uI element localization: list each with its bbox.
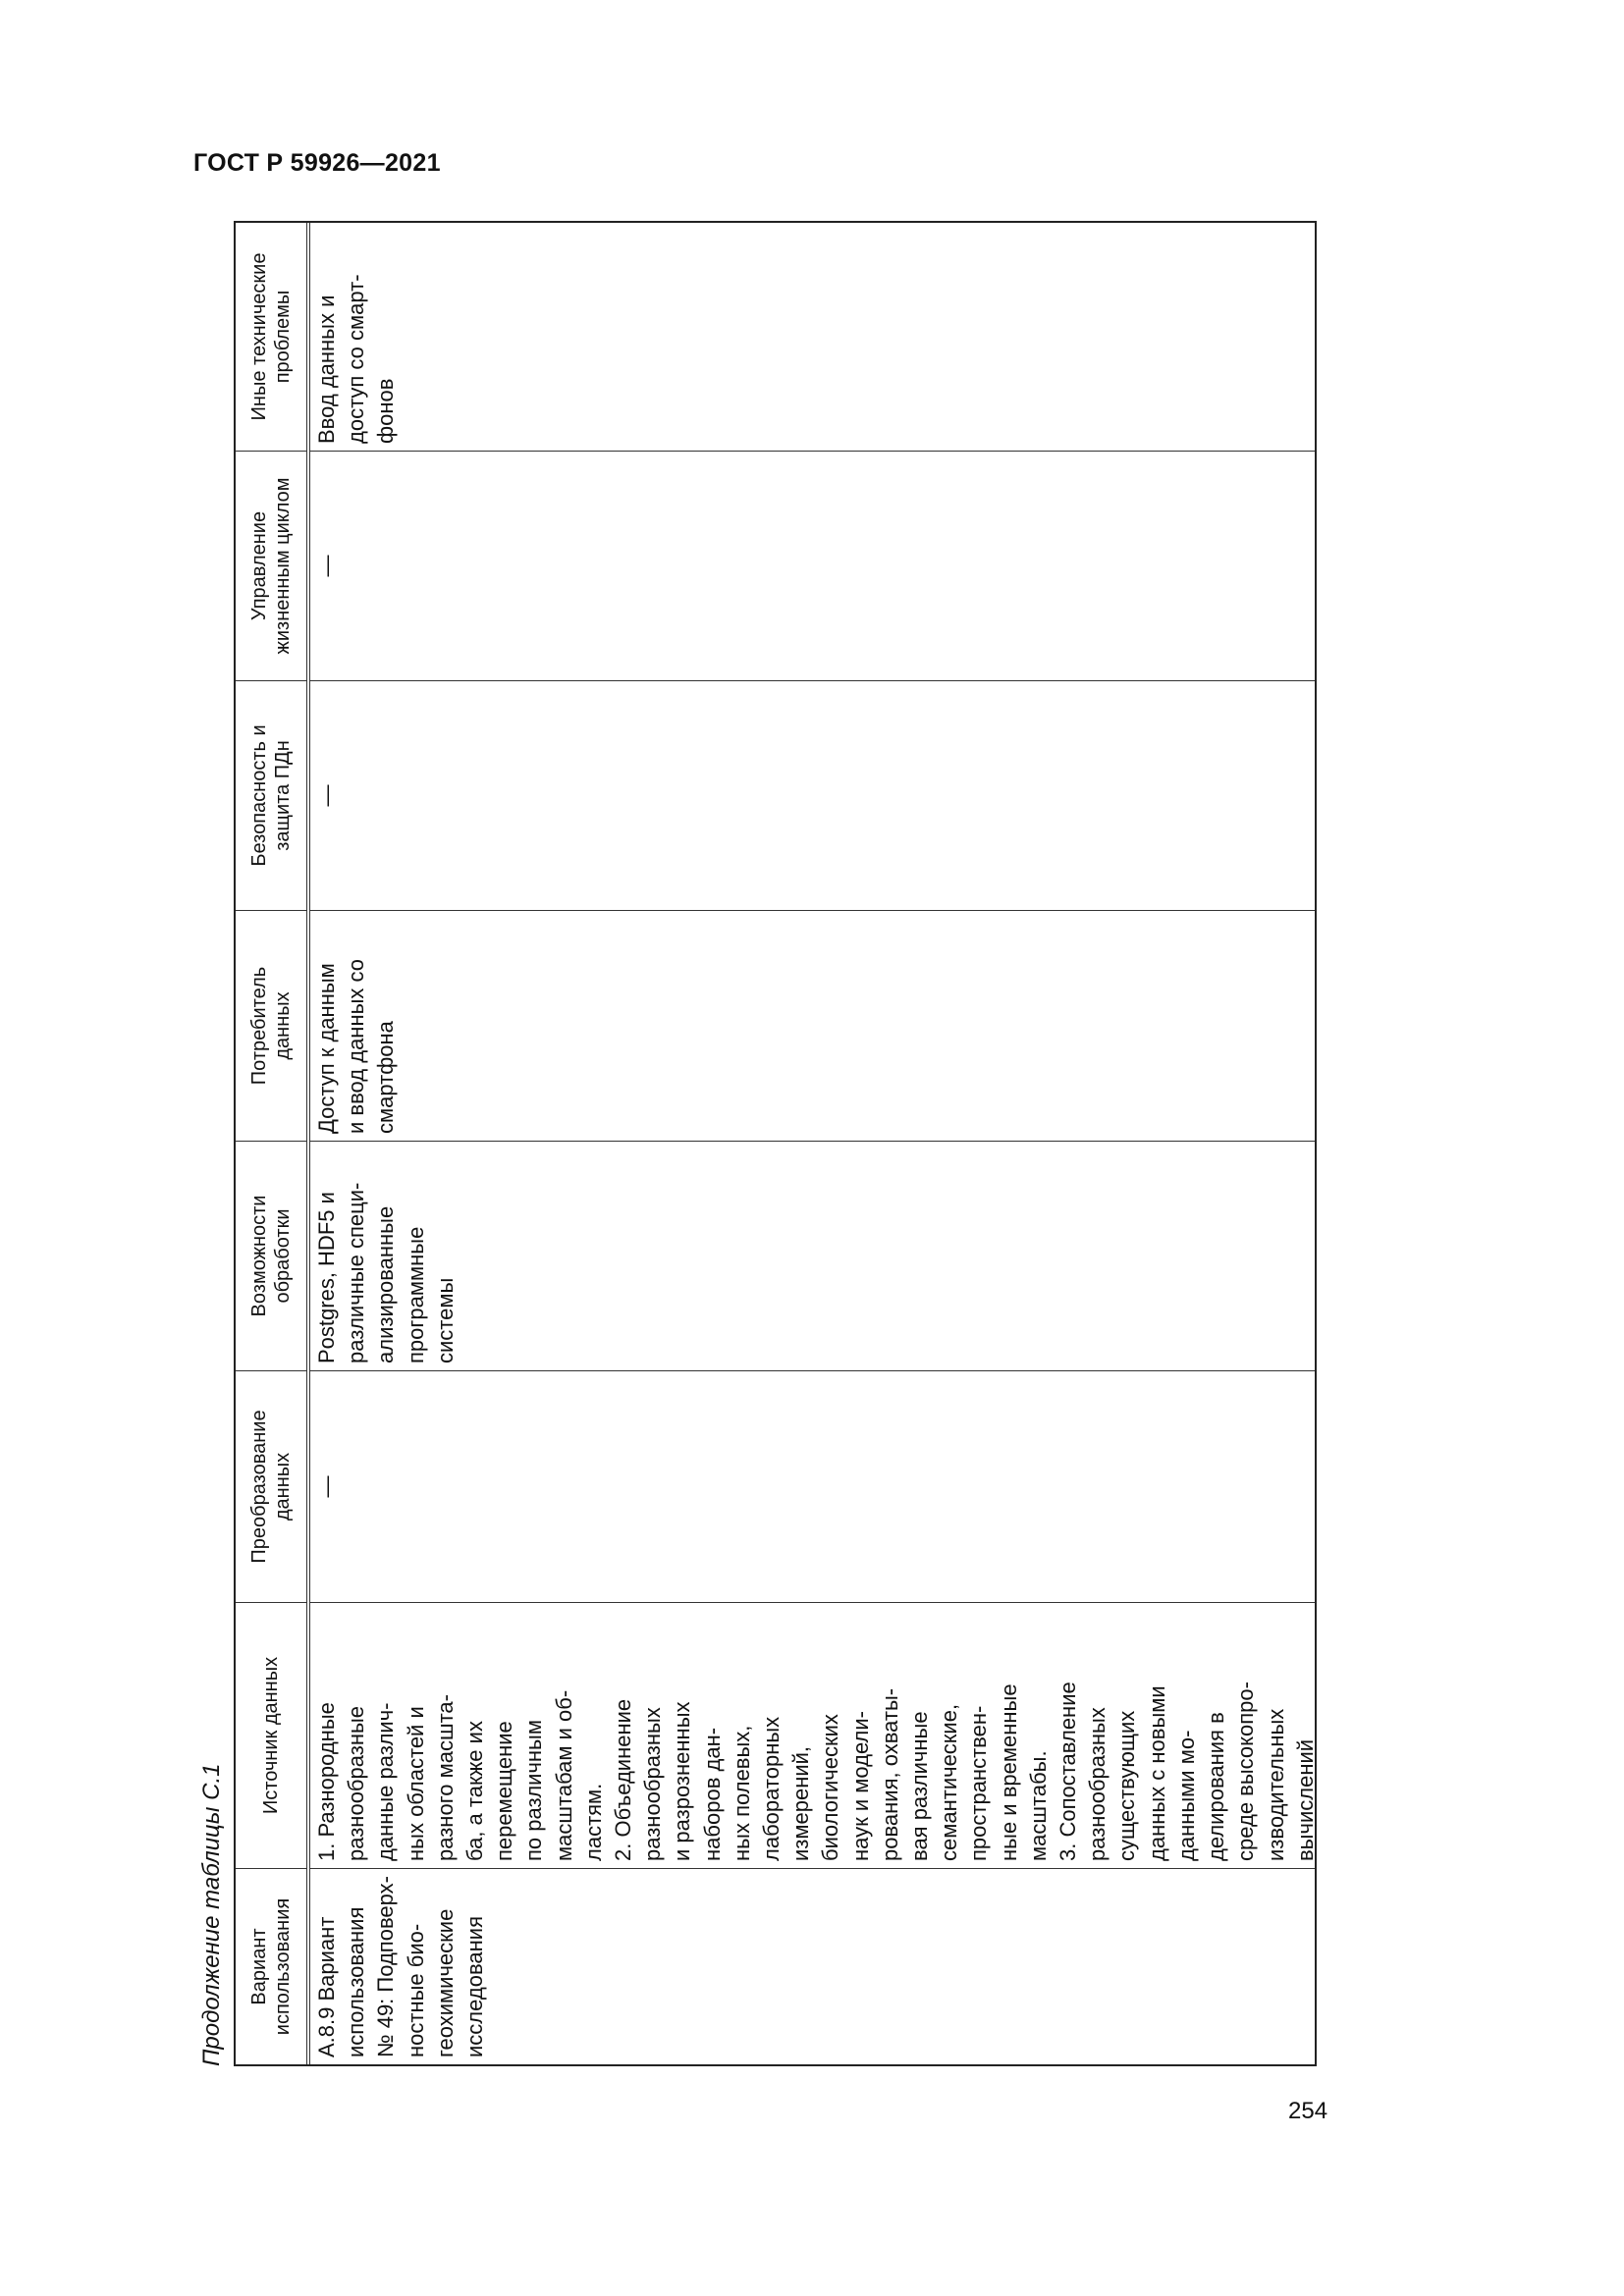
table-row bbox=[310, 223, 1318, 2064]
cell-transformation bbox=[310, 1370, 1315, 1602]
cell-other: Ввод данных и доступ со смарт- фонов bbox=[314, 274, 399, 444]
col-header-data-source: Источник данных bbox=[236, 1602, 306, 1868]
cell-use-case: А.8.9 Вариант использования № 49: Подповерх- ностные био- геохимические исследования bbox=[310, 1868, 1315, 2064]
page-number: 254 bbox=[1288, 2098, 1328, 2124]
cell-processing: Postgres, HDF5 и различные специ- ализированные программные системы bbox=[310, 1141, 1315, 1370]
col-header-consumer: Потребитель данных bbox=[236, 910, 306, 1141]
data-table bbox=[234, 221, 1317, 2066]
col-header-lifecycle: Управление жизненным циклом bbox=[236, 451, 306, 680]
col-header-use-case: Вариант использования bbox=[236, 1868, 306, 2064]
rotated-table-block bbox=[191, 221, 1328, 2124]
col-header-other: Иные технические проблемы bbox=[248, 252, 294, 421]
col-header-security: Безопасность и защита ПДн bbox=[236, 680, 306, 910]
cell-data-source: 1. Разнородные разнообразные данные различ- ных областей и разного масшта- ба, а также их перемещение по различным масштабам и об- ластям. 2. Объединение разнообразных и разрозненных наборов дан- ных полевых, лабораторных измерений, биологических наук и модели- рования, охваты- вая различные семантические, пространствен- ные и временные масштабы. 3. Сопоставление разнообразных существующих данных с новыми данными мо- делирования в среде высокопро- изводительных вычислений bbox=[310, 1602, 1315, 1868]
table-header-row bbox=[236, 223, 310, 2064]
standard-header: ГОСТ Р 59926—2021 bbox=[193, 149, 441, 177]
dash-transformation: — bbox=[314, 1475, 339, 1498]
cell-lifecycle bbox=[310, 451, 1315, 680]
dash-security: — bbox=[314, 784, 339, 807]
col-header-transformation: Преобразование данных bbox=[236, 1370, 306, 1602]
cell-consumer: Доступ к данным и ввод данных со смартфона bbox=[310, 910, 1315, 1141]
table-caption: Продолжение таблицы С.1 bbox=[198, 1763, 225, 2066]
dash-lifecycle: — bbox=[314, 555, 339, 577]
col-header-processing: Возможности обработки bbox=[236, 1141, 306, 1370]
cell-security bbox=[310, 680, 1315, 910]
